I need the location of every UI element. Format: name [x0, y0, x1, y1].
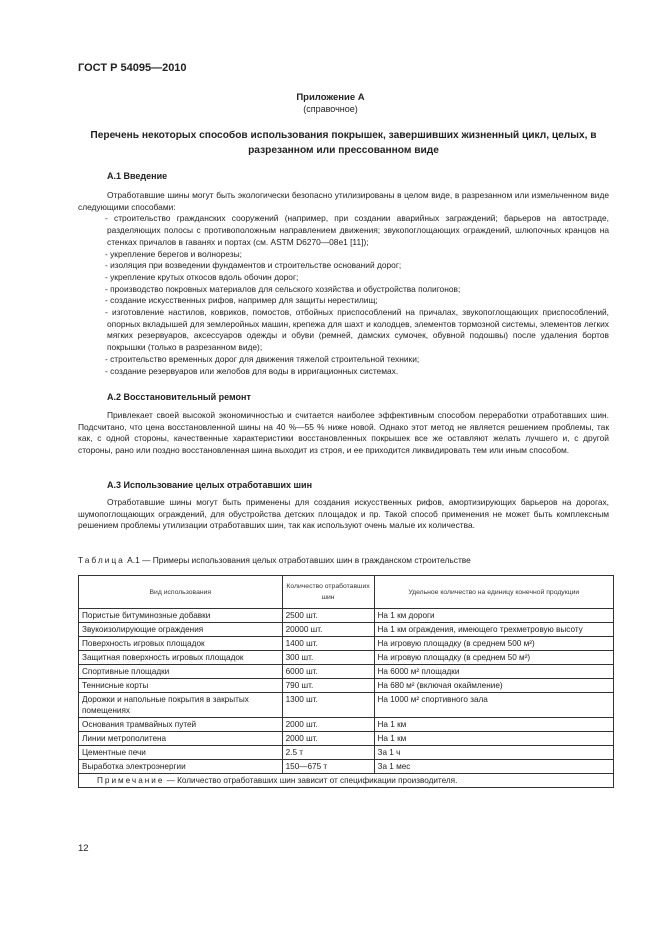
list-item: - строительство временных дорог для движения тяжелой строительной техники;	[105, 353, 420, 364]
table-cell: Основания трамвайных путей	[79, 718, 283, 732]
table-cell: 6000 шт.	[282, 665, 374, 679]
table-cell: На игровую площадку (в среднем 500 м²)	[374, 637, 614, 651]
table-note-text: — Количество отработавших шин зависит от спецификации производителя.	[166, 776, 458, 785]
table-cell: Спортивные площадки	[79, 665, 283, 679]
table-cell: Выработка электроэнергии	[79, 760, 283, 774]
table-cell: Пористые битуминозные добавки	[79, 609, 283, 623]
table-header-row	[79, 576, 614, 609]
list-item: - укрепление крутых откосов вдоль обочин дорог;	[105, 271, 299, 282]
table-cell: За 1 мес	[374, 760, 614, 774]
list-item: - изготовление настилов, ковриков, помостов, отбойных приспособлений на причалах, звукопоглощающих приспособлений, опорных вкладышей для землеройных машин, крепежа для шахт и колодцев, элементов тормозной системы, элементов легких мягких резервуаров, аксессуаров одежды и обуви (ремней, дамских сумочек, обувной подошвы) после удаления бортов покрышки (только в разрезанном виде);	[105, 307, 609, 353]
table-cell: На 1 км ограждения, имеющего трехметровую высоту	[374, 623, 614, 637]
table-cell: Цементные печи	[79, 746, 283, 760]
section-a1-heading: А.1 Введение	[107, 171, 168, 181]
table-cell: Звукоизолирующие ограждения	[79, 623, 283, 637]
table-cell: Поверхность игровых площадок	[79, 637, 283, 651]
table-cell: За 1 ч	[374, 746, 614, 760]
column-header: Количество отработавших шин	[282, 576, 374, 609]
table-caption	[78, 555, 471, 565]
section-a2-text: Привлекает своей высокой экономичностью и считается наиболее эффективным способом переработки отработавших шин. Подсчитано, что цена восстановленной шины на 40 %—55 % ниже новой. Однако этот метод не является решением проблемы, так как, с одной стороны, качественные характеристики восстановленных покрышек все же оставляют желать лучшего и, с другой стороны, рано или поздно восстановленная шина выходит из строя, и ее приходится ликвидировать тем или иным способом.	[78, 410, 609, 456]
table-cell: 790 шт.	[282, 679, 374, 693]
column-header: Вид использования	[79, 576, 283, 609]
table-cell: Дорожки и напольные покрытия в закрытых помещениях	[79, 693, 283, 718]
table-cell: На 1000 м² спортивного зала	[374, 693, 614, 718]
section-a3-heading: А.3 Использование целых отработавших шин	[107, 480, 313, 490]
table-cell: 1400 шт.	[282, 637, 374, 651]
section-a1-body	[78, 190, 609, 377]
list-item: - производство покровных материалов для сельского хозяйства и обустройства полигонов;	[105, 283, 461, 294]
table-row	[79, 760, 614, 774]
table-cell: 300 шт.	[282, 651, 374, 665]
table-cell: Защитная поверхность игровых площадок	[79, 651, 283, 665]
table-cell: Теннисные корты	[79, 679, 283, 693]
section-a3-body	[78, 497, 609, 532]
table-row	[79, 693, 614, 718]
table-row	[79, 718, 614, 732]
table-note	[79, 774, 614, 788]
table-note-label: Примечание	[97, 776, 165, 785]
section-a1-intro: Отработавшие шины могут быть экологически безопасно утилизированы в целом виде, в разрезанном или измельченном виде следующими способами:	[78, 190, 609, 212]
table-row	[79, 623, 614, 637]
table-row	[79, 637, 614, 651]
usage-table	[78, 575, 614, 788]
column-header: Удельное количество на единицу конечной продукции	[374, 576, 614, 609]
table-row	[79, 609, 614, 623]
section-a3-text: Отработавшие шины могут быть применены для создания искусственных рифов, амортизирующих барьеров на дорогах, шумопоглощающих ограждений, для обустройства детских площадок и пр. Такой способ применения не может быть комплексным решением проблемы утилизации отработавших шин, так как используют очень малые их количества.	[78, 497, 609, 531]
table-cell: 20000 шт.	[282, 623, 374, 637]
appendix-title: Приложение А	[296, 92, 365, 103]
table-cell: На 1 км дороги	[374, 609, 614, 623]
table-cell: На 6000 м² площадки	[374, 665, 614, 679]
main-title: Перечень некоторых способов использования покрышек, завершивших жизненный цикл, целых, в разрезанном или прессованном виде	[90, 130, 597, 156]
table-row	[79, 732, 614, 746]
table-cell: 2500 шт.	[282, 609, 374, 623]
table-row	[79, 665, 614, 679]
table-cell: 150—675 т	[282, 760, 374, 774]
table-cell: 2.5 т	[282, 746, 374, 760]
list-item: - укрепление берегов и волнорезы;	[105, 248, 242, 259]
table-row	[79, 746, 614, 760]
list-item: - создание резервуаров или желобов для воды в ирригационных системах.	[105, 365, 399, 376]
doc-code: ГОСТ Р 54095—2010	[78, 62, 187, 74]
table-caption-label: Таблица	[78, 555, 125, 565]
table-cell: 2000 шт.	[282, 732, 374, 746]
table-cell: Линии метрополитена	[79, 732, 283, 746]
appendix-subtitle: (справочное)	[303, 104, 358, 114]
table-cell: 1300 шт.	[282, 693, 374, 718]
list-item: - создание искусственных рифов, например для защиты нерестилищ;	[105, 295, 378, 306]
list-item: - строительство гражданских сооружений (например, при создании аварийных заграждений; барьеров на автостраде, разделяющих полосы с противоположным направлением движения; звукопоглощающих ограждений, шлюпочных кранцов на стенках причалов в гаванях и портах (см. ASTM D6270—08e1 [11]);	[105, 213, 609, 247]
section-a2-heading: А.2 Восстановительный ремонт	[107, 392, 251, 402]
table-note-row	[79, 774, 614, 788]
table-caption-text: А.1 — Примеры использования целых отработавших шин в гражданском строительстве	[127, 555, 471, 565]
table-cell: На игровую площадку (в среднем 50 м²)	[374, 651, 614, 665]
table-cell: На 680 м² (включая окаймление)	[374, 679, 614, 693]
table-cell: На 1 км	[374, 732, 614, 746]
table-cell: 2000 шт.	[282, 718, 374, 732]
table-row	[79, 679, 614, 693]
section-a2-body	[78, 410, 609, 457]
list-item: - изоляция при возведении фундаментов и строительстве оснований дорог;	[105, 260, 402, 271]
table-cell: На 1 км	[374, 718, 614, 732]
table-row	[79, 651, 614, 665]
page-number: 12	[78, 843, 89, 854]
